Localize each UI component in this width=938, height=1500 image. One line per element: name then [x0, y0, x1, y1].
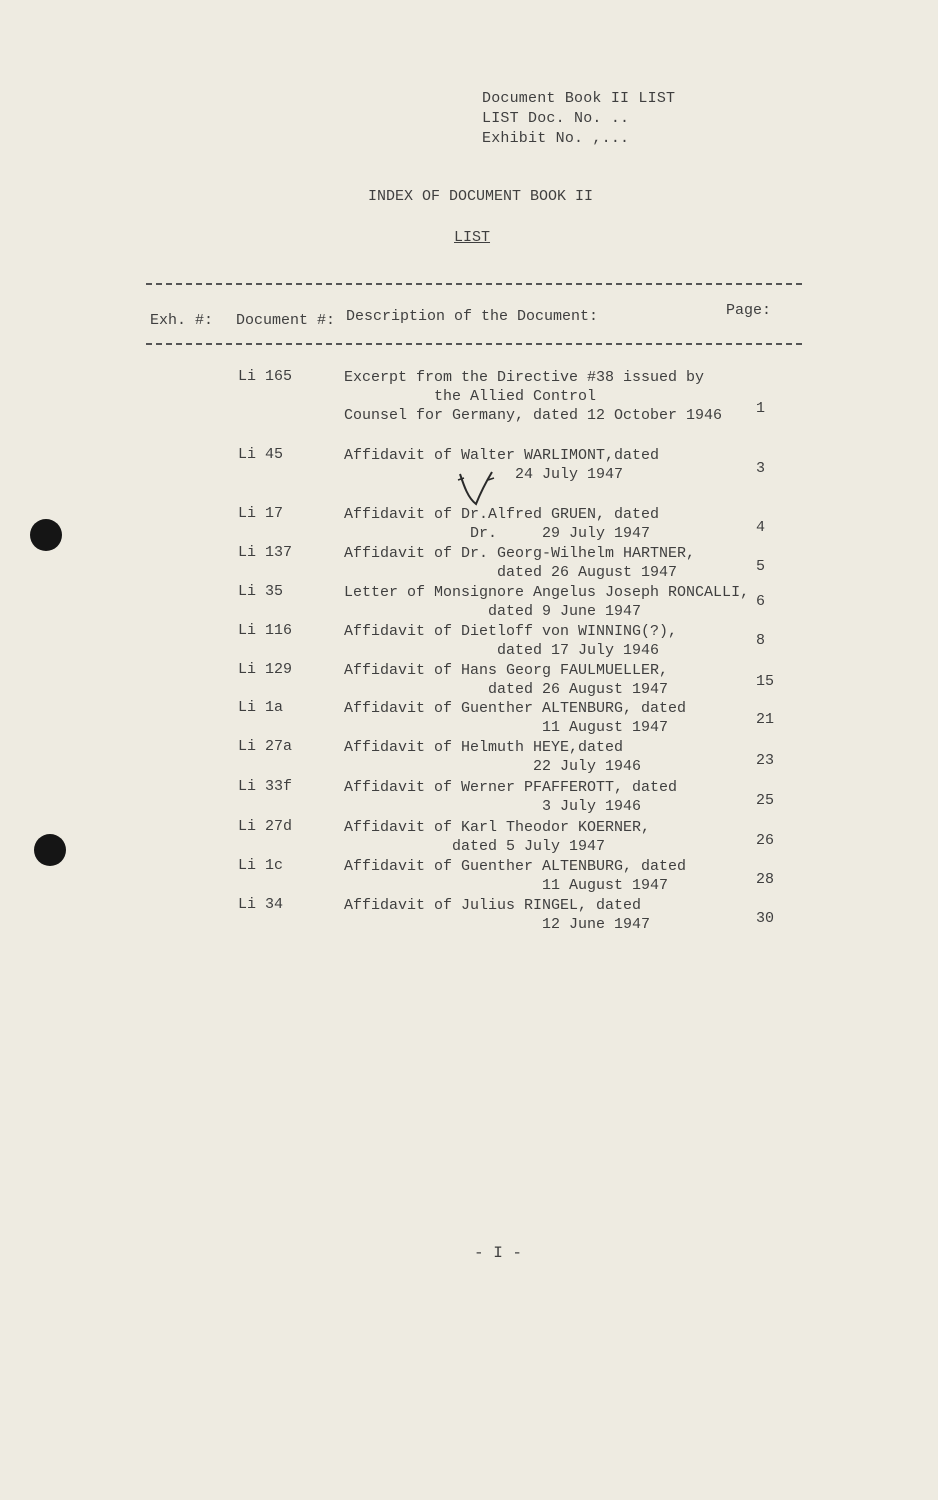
entry-exhibit: Li 137	[238, 544, 293, 561]
entry-description: Affidavit of Werner PFAFFEROTT, dated 3 July 1946	[344, 779, 678, 815]
entry-exhibit: Li 27d	[238, 818, 293, 835]
entry-page: 28	[756, 871, 775, 888]
entry-description: Affidavit of Julius RINGEL, dated 12 June 1947	[344, 897, 651, 933]
entry-page: 1	[756, 400, 766, 417]
page-number: - I -	[474, 1244, 523, 1262]
entry-description: Affidavit of Karl Theodor KOERNER, dated 5 July 1947	[344, 819, 651, 855]
header-book: Document Book II LIST	[482, 90, 676, 107]
entry-exhibit: Li 1a	[238, 699, 284, 716]
entry-exhibit: Li 35	[238, 583, 284, 600]
entry-page: 25	[756, 792, 775, 809]
entry-exhibit: Li 27a	[238, 738, 293, 755]
entry-page: 4	[756, 519, 766, 536]
entry-description: Affidavit of Dietloff von WINNING(?), dated 17 July 1946	[344, 623, 678, 659]
index-subtitle: LIST	[454, 229, 491, 246]
entry-description: Affidavit of Guenther ALTENBURG, dated 11 August 1947	[344, 700, 687, 736]
divider-bottom	[146, 343, 802, 345]
header-doc-no: LIST Doc. No. ..	[482, 110, 630, 127]
divider-top	[146, 283, 802, 285]
entry-description: Affidavit of Dr.Alfred GRUEN, dated Dr. 29 July 1947	[344, 506, 660, 542]
index-title: INDEX OF DOCUMENT BOOK II	[368, 188, 594, 205]
entry-exhibit: Li 17	[238, 505, 284, 522]
entry-description: Excerpt from the Directive #38 issued by the Allied Control Counsel for Germany, dated 12 October 1946	[344, 369, 723, 424]
entry-description: Affidavit of Walter WARLIMONT,dated 24 July 1947	[344, 447, 660, 483]
column-header-description: Description of the Document:	[346, 308, 599, 325]
entry-exhibit: Li 116	[238, 622, 293, 639]
entry-exhibit: Li 33f	[238, 778, 293, 795]
entry-exhibit: Li 165	[238, 368, 293, 385]
entry-page: 5	[756, 558, 766, 575]
column-header-page: Page:	[726, 302, 772, 319]
entry-description: Affidavit of Helmuth HEYE,dated 22 July 1946	[344, 739, 642, 775]
entry-description: Affidavit of Guenther ALTENBURG, dated 11 August 1947	[344, 858, 687, 894]
entry-description: Affidavit of Hans Georg FAULMUELLER, dated 26 August 1947	[344, 662, 669, 698]
entry-page: 15	[756, 673, 775, 690]
entry-page: 6	[756, 593, 766, 610]
entry-description: Affidavit of Dr. Georg-Wilhelm HARTNER, dated 26 August 1947	[344, 545, 696, 581]
entry-page: 30	[756, 910, 775, 927]
entry-page: 21	[756, 711, 775, 728]
entry-page: 8	[756, 632, 766, 649]
column-header-exh: Exh. #:	[150, 312, 214, 329]
header-exhibit-no: Exhibit No. ,...	[482, 130, 630, 147]
entry-page: 26	[756, 832, 775, 849]
entry-page: 3	[756, 460, 766, 477]
entry-exhibit: Li 129	[238, 661, 293, 678]
entry-page: 23	[756, 752, 775, 769]
entry-exhibit: Li 1c	[238, 857, 284, 874]
entry-exhibit: Li 34	[238, 896, 284, 913]
handwritten-check-mark	[456, 468, 496, 508]
column-header-document: Document #:	[236, 312, 336, 329]
punch-hole	[30, 519, 62, 551]
punch-hole	[34, 834, 66, 866]
entry-exhibit: Li 45	[238, 446, 284, 463]
entry-description: Letter of Monsignore Angelus Joseph RONCALLI, dated 9 June 1947	[344, 584, 750, 620]
